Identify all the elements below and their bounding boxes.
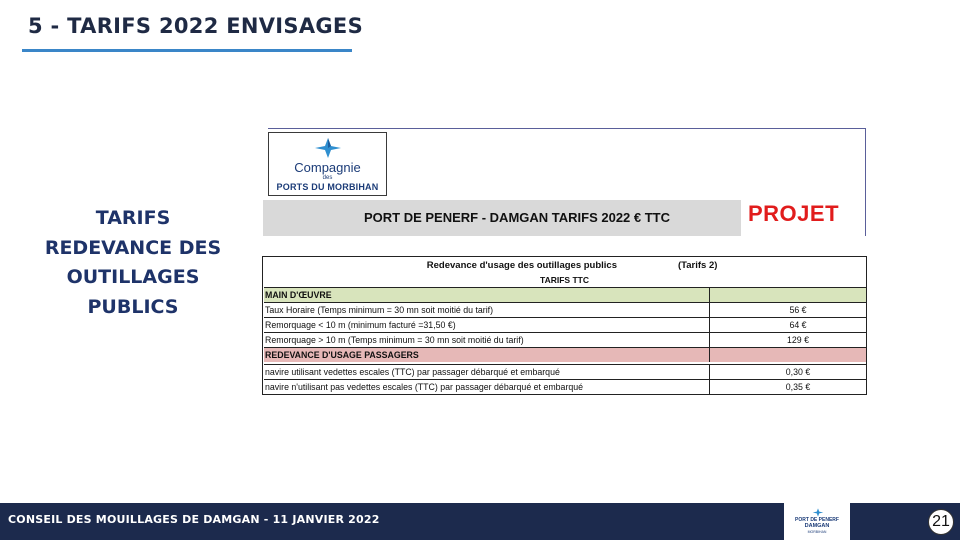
title-underline (22, 49, 352, 52)
logo-text-line1: Compagnie (294, 160, 361, 175)
side-heading (40, 204, 226, 322)
row-value: 56 € (710, 302, 866, 317)
table-row (263, 302, 866, 317)
company-logo (268, 132, 387, 196)
table-subheading: TARIFS TTC (540, 275, 589, 285)
footer-logo-line2: DAMGAN (804, 523, 830, 529)
row-label: MAIN D'ŒUVRE (264, 287, 710, 302)
compass-star-icon (812, 508, 824, 517)
row-label: REDEVANCE D'USAGE PASSAGERS (264, 347, 710, 362)
table-heading: Redevance d'usage des outillages publics (426, 260, 617, 271)
side-heading-line: PUBLICS (87, 295, 179, 318)
row-label: Remorquage > 10 m (Temps minimum = 30 mn soit moitié du tarif) (264, 332, 710, 347)
compass-star-icon (314, 137, 342, 159)
row-value (710, 347, 866, 362)
page-number: 21 (928, 509, 954, 535)
side-heading-line: TARIFS (95, 207, 171, 229)
row-label: Remorquage < 10 m (minimum facturé =31,50 €) (264, 317, 710, 332)
sheet-frame-top (268, 128, 866, 129)
row-label: navire utilisant vedettes escales (TTC) par passager débarqué et embarqué (264, 364, 710, 379)
table-row (263, 364, 866, 379)
table-row (263, 332, 866, 347)
side-heading-line: REDEVANCE DES (44, 236, 222, 259)
sheet-frame-right (865, 128, 866, 236)
port-title: PORT DE PENERF - DAMGAN TARIFS 2022 € TTC (363, 210, 670, 225)
logo-text-line3: PORTS DU MORBIHAN (276, 182, 379, 192)
table-row (263, 317, 866, 332)
footer-logo-line3: MORBIHAN (807, 530, 827, 534)
footer-logo-line1: PORT DE PENERF (795, 517, 839, 523)
row-label: navire n'utilisant pas vedettes escales (TTC) par passager débarqué et embarqué (264, 379, 710, 394)
projet-stamp: PROJET (748, 201, 840, 226)
row-value (710, 287, 866, 302)
table-row (263, 379, 866, 394)
slide-title: 5 - TARIFS 2022 ENVISAGES (28, 14, 363, 38)
row-label: Taux Horaire (Temps minimum = 30 mn soit moitié du tarif) (264, 302, 710, 317)
row-value: 64 € (710, 317, 866, 332)
table-row (263, 347, 866, 362)
row-value: 0,35 € (710, 379, 866, 394)
footer-text: CONSEIL DES MOUILLAGES DE DAMGAN - 11 JANVIER 2022 (8, 513, 380, 526)
table-ref: (Tarifs 2) (678, 260, 718, 271)
row-value: 0,30 € (710, 364, 866, 379)
logo-text-line2: des (322, 175, 333, 181)
table-row (263, 287, 866, 302)
side-heading-line: OUTILLAGES (66, 266, 200, 288)
footer-logo (784, 503, 850, 540)
row-value: 129 € (710, 332, 866, 347)
